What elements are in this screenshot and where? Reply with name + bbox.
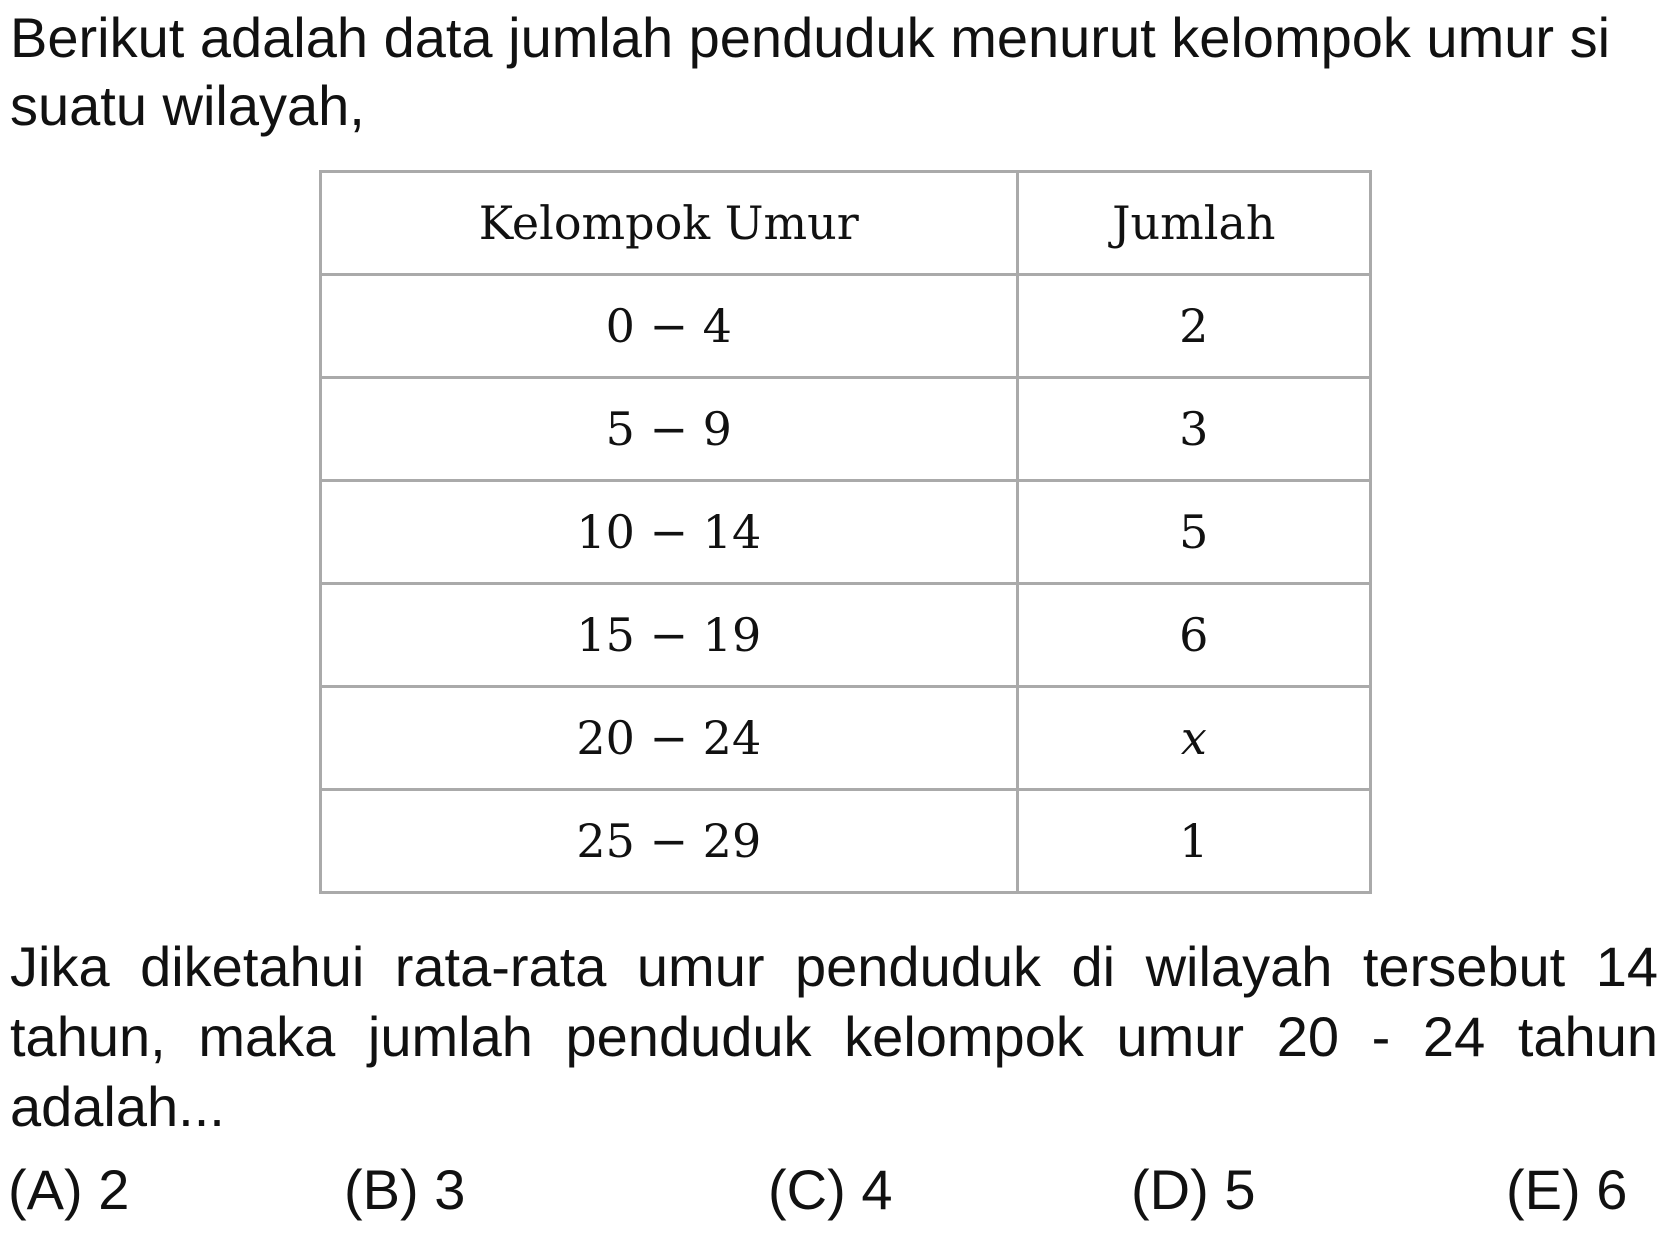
- option-value: 6: [1596, 1158, 1628, 1221]
- count-cell-unknown: x: [1017, 687, 1370, 790]
- option-a[interactable]: [8, 1155, 129, 1225]
- option-value: 2: [98, 1158, 130, 1221]
- count-cell: 2: [1017, 275, 1370, 378]
- age-group-cell: 0 − 4: [321, 275, 1018, 378]
- count-cell: 6: [1017, 584, 1370, 687]
- table-header-row: [321, 172, 1371, 275]
- option-e[interactable]: [1506, 1155, 1627, 1225]
- option-value: 3: [434, 1158, 466, 1221]
- table-row: [321, 584, 1371, 687]
- age-group-table: [319, 170, 1372, 894]
- table-row: [321, 687, 1371, 790]
- count-cell: 5: [1017, 481, 1370, 584]
- question-text: Jika diketahui rata-rata umur penduduk di wilayah tersebut 14 tahun, maka jumlah penduduk kelompok umur 20 - 24 tahun adalah...: [10, 935, 1658, 1138]
- intro-text: Berikut adalah data jumlah penduduk menurut kelompok umur si suatu wilayah,: [10, 6, 1611, 137]
- option-label: (D): [1131, 1158, 1209, 1221]
- age-group-cell: 5 − 9: [321, 378, 1018, 481]
- age-group-cell: 15 − 19: [321, 584, 1018, 687]
- option-label: (C): [768, 1158, 846, 1221]
- option-value: 4: [861, 1158, 893, 1221]
- option-label: (B): [344, 1158, 419, 1221]
- table-row: [321, 481, 1371, 584]
- option-b[interactable]: [344, 1155, 465, 1225]
- option-c[interactable]: [768, 1155, 892, 1225]
- answer-options: [8, 1155, 1660, 1225]
- table-row: [321, 790, 1371, 893]
- age-group-cell: 20 − 24: [321, 687, 1018, 790]
- count-cell: 1: [1017, 790, 1370, 893]
- count-cell: 3: [1017, 378, 1370, 481]
- option-label: (E): [1506, 1158, 1581, 1221]
- table-row: [321, 378, 1371, 481]
- header-age-group: Kelompok Umur: [321, 172, 1018, 275]
- table-row: [321, 275, 1371, 378]
- age-group-cell: 10 − 14: [321, 481, 1018, 584]
- age-group-cell: 25 − 29: [321, 790, 1018, 893]
- header-count: Jumlah: [1017, 172, 1370, 275]
- option-label: (A): [8, 1158, 83, 1221]
- option-d[interactable]: [1131, 1155, 1255, 1225]
- option-value: 5: [1224, 1158, 1256, 1221]
